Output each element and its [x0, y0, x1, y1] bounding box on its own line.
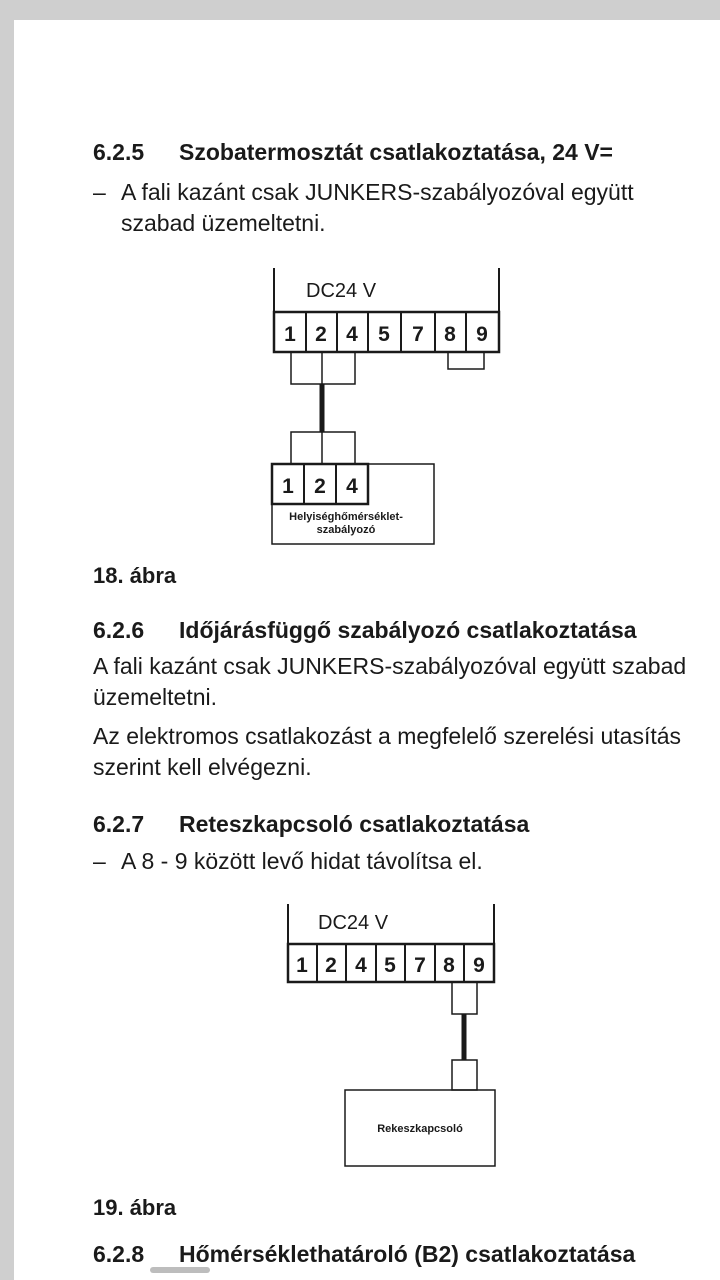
- bullet-item: [93, 846, 713, 877]
- bullet-dash: –: [93, 848, 106, 874]
- terminal-label: 2: [315, 323, 327, 346]
- section-title: Időjárásfüggő szabályozó csatlakoztatása: [179, 617, 637, 643]
- bullet-text: A 8 - 9 között levő hidat távolítsa el.: [121, 848, 483, 874]
- section-number: 6.2.8: [93, 1241, 145, 1267]
- paragraph: A fali kazánt csak JUNKERS-szabályozóval együtt szabad üzemeltetni.: [93, 653, 687, 710]
- section-heading-6-2-7: [93, 811, 529, 838]
- section-number: 6.2.6: [93, 617, 145, 643]
- terminal-label: 2: [325, 954, 337, 977]
- terminal-label: 4: [355, 954, 367, 977]
- section-heading-6-2-8: [93, 1241, 635, 1268]
- device-label: Rekeszkapcsoló: [377, 1123, 463, 1135]
- terminal-label: 4: [346, 323, 358, 346]
- device-label-line2: szabályozó: [316, 524, 376, 536]
- terminal-label: 1: [284, 323, 296, 346]
- figure-18-caption: 18. ábra: [93, 563, 177, 588]
- device-label-line1: Helyiséghőmérséklet-: [289, 511, 403, 523]
- terminal-label: 7: [414, 954, 426, 977]
- section-title: Hőmérséklethatároló (B2) csatlakoztatása: [179, 1241, 636, 1267]
- figure-18-header: DC24 V: [306, 280, 377, 302]
- section-title: Reteszkapcsoló csatlakoztatása: [179, 811, 530, 837]
- figure-19-caption: 19. ábra: [93, 1195, 177, 1220]
- terminal-label: 9: [476, 323, 488, 346]
- bullet-text: A fali kazánt csak JUNKERS-szabályozóval együtt szabad üzemeltetni.: [121, 179, 634, 236]
- section-number: 6.2.7: [93, 811, 145, 837]
- paragraph: Az elektromos csatlakozást a megfelelő szerelési utasítás szerint kell elvégezni.: [93, 723, 682, 780]
- device-terminal-label: 4: [346, 475, 358, 498]
- terminal-label: 8: [444, 323, 456, 346]
- section-heading-6-2-6: [93, 617, 637, 644]
- terminal-label: 7: [412, 323, 424, 346]
- device-terminal-label: 2: [314, 475, 326, 498]
- device-terminal-label: 1: [282, 475, 294, 498]
- section-number: 6.2.5: [93, 139, 145, 165]
- terminal-label: 5: [384, 954, 396, 977]
- terminal-label: 5: [378, 323, 390, 346]
- terminal-label: 1: [296, 954, 308, 977]
- section-title: Szobatermosztát csatlakoztatása, 24 V=: [179, 139, 613, 165]
- figure-19-header: DC24 V: [318, 912, 389, 934]
- terminal-label: 8: [443, 954, 455, 977]
- scrollbar-thumb[interactable]: [150, 1267, 210, 1273]
- bullet-dash: –: [93, 179, 106, 205]
- terminal-label: 9: [473, 954, 485, 977]
